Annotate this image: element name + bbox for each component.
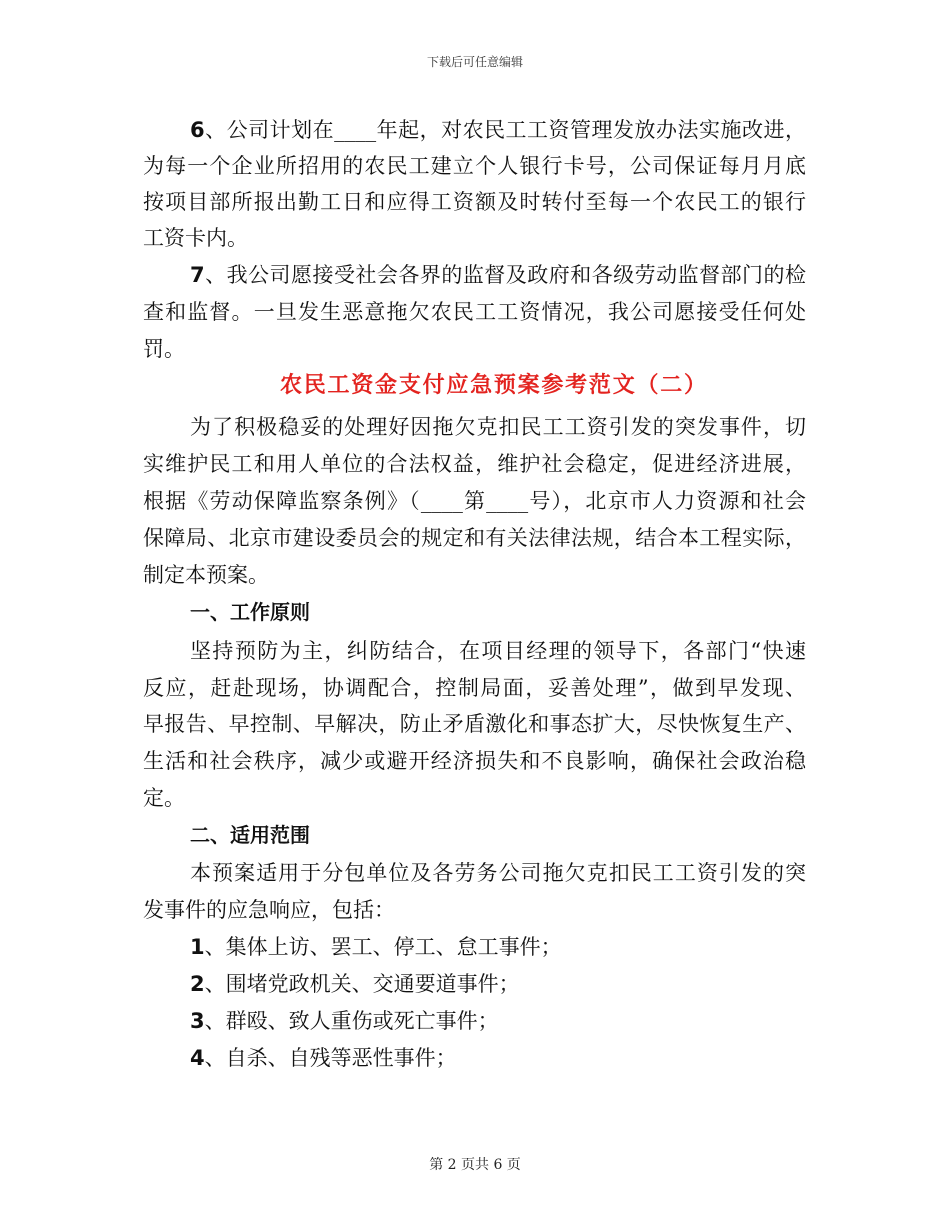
paragraph-line: 发事件的应急响应，包括： (143, 898, 395, 922)
item-number: 4 (190, 1046, 205, 1070)
item-text: 、公司计划在____年起，对农民工工资管理发放办法实施改进， (204, 118, 806, 142)
list-item (190, 972, 806, 996)
item-number: 3 (190, 1009, 205, 1033)
item-text: 、我公司愿接受社会各界的监督及政府和各级劳动监督部门的检 (204, 263, 806, 287)
paragraph-line: 反应，赶赴现场，协调配合，控制局面，妥善处理”，做到早发现、 (143, 676, 806, 700)
page-number-footer: 第 2 页共 6 页 (429, 1157, 521, 1173)
paragraph-line: 查和监督。一旦发生恶意拖欠农民工工资情况，我公司愿接受任何处 (143, 300, 806, 324)
item-number: 7 (190, 263, 205, 287)
item-6-line (190, 118, 806, 142)
paragraph-line: 本预案适用于分包单位及各劳务公司拖欠克扣民工工资引发的突 (190, 861, 806, 885)
list-item (190, 1009, 806, 1033)
paragraph-line: 罚。 (143, 337, 185, 361)
item-7-line (190, 263, 806, 287)
document-title: 农民工资金支付应急预案参考范文（二） (280, 373, 706, 398)
paragraph-line: 工资卡内。 (143, 226, 248, 250)
header-note: 下载后可任意编辑 (426, 55, 523, 69)
item-number: 6 (190, 118, 205, 142)
item-text: 、自杀、自残等恶性事件； (204, 1046, 457, 1070)
list-item (190, 1046, 806, 1070)
item-text: 、围堵党政机关、交通要道事件； (204, 972, 520, 996)
paragraph-line: 生活和社会秩序，减少或避开经济损失和不良影响，确保社会政治稳 (143, 749, 806, 773)
item-number: 2 (190, 972, 205, 996)
paragraph-line: 保障局、北京市建设委员会的规定和有关法律法规，结合本工程实际， (143, 526, 806, 550)
item-text: 、集体上访、罢工、停工、怠工事件； (204, 935, 562, 959)
paragraph-line: 定。 (143, 786, 185, 810)
paragraph-line: 早报告、早控制、早解决，防止矛盾激化和事态扩大，尽快恢复生产、 (143, 712, 806, 736)
item-number: 1 (190, 935, 205, 959)
paragraph-line: 按项目部所报出勤工日和应得工资额及时转付至每一个农民工的银行 (143, 190, 806, 214)
paragraph-line: 坚持预防为主，纠防结合，在项目经理的领导下，各部门“快速 (190, 639, 806, 663)
section-heading: 一、工作原则 (190, 600, 310, 624)
paragraph-line: 为每一个企业所招用的农民工建立个人银行卡号，公司保证每月月底 (143, 154, 806, 178)
section-heading: 二、适用范围 (190, 823, 310, 847)
paragraph-line: 实维护民工和用人单位的合法权益，维护社会稳定，促进经济进展， (143, 452, 806, 476)
list-item (190, 935, 806, 959)
paragraph-line: 根据《劳动保障监察条例》（____第____号），北京市人力资源和社会 (143, 489, 806, 513)
paragraph-line: 为了积极稳妥的处理好因拖欠克扣民工工资引发的突发事件，切 (190, 415, 806, 439)
paragraph-line: 制定本预案。 (143, 563, 269, 587)
item-text: 、群殴、致人重伤或死亡事件； (204, 1009, 499, 1033)
